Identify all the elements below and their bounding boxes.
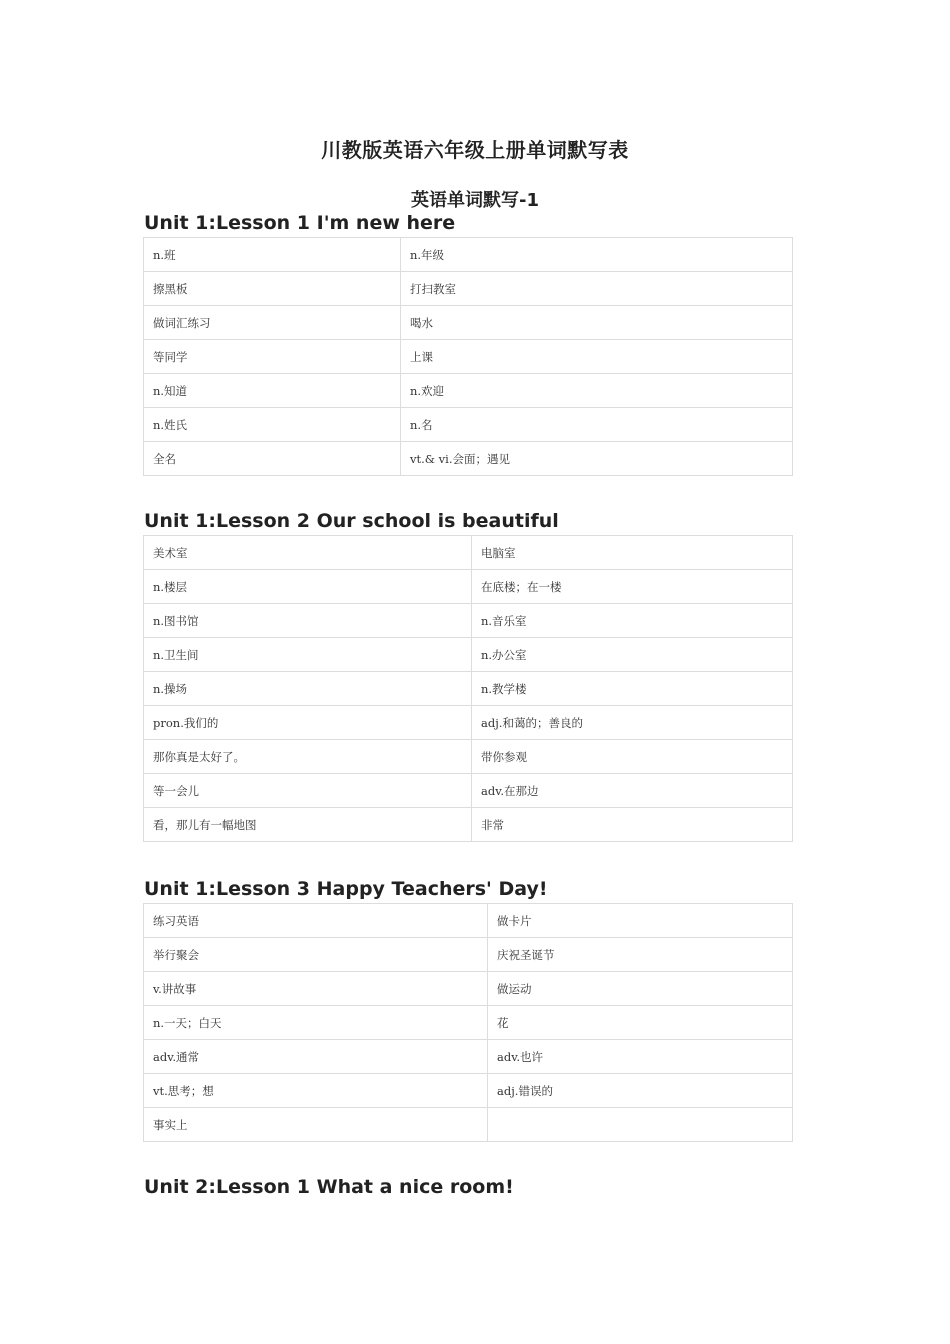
vocab-cell-left: n.姓氏 (144, 408, 401, 442)
vocab-table (143, 535, 793, 842)
vocab-cell-left: n.图书馆 (144, 604, 472, 638)
table-row (144, 306, 793, 340)
vocab-cell-left: n.一天；白天 (144, 1006, 488, 1040)
vocab-cell-right (488, 1108, 793, 1142)
vocab-table (143, 903, 793, 1142)
vocab-cell-left: 做词汇练习 (144, 306, 401, 340)
vocab-cell-right: 花 (488, 1006, 793, 1040)
table-row (144, 340, 793, 374)
table-row (144, 442, 793, 476)
table-row (144, 1108, 793, 1142)
vocab-cell-right: 电脑室 (472, 536, 793, 570)
vocab-cell-right: n.欢迎 (401, 374, 793, 408)
table-row (144, 272, 793, 306)
vocab-cell-right: n.教学楼 (472, 672, 793, 706)
vocab-cell-right: 非常 (472, 808, 793, 842)
vocab-cell-right: vt.& vi.会面；遇见 (401, 442, 793, 476)
vocab-cell-left: vt.思考；想 (144, 1074, 488, 1108)
section-heading: Unit 1:Lesson 3 Happy Teachers' Day! (144, 878, 548, 900)
table-row (144, 638, 793, 672)
vocab-cell-left: 举行聚会 (144, 938, 488, 972)
vocab-cell-right: n.音乐室 (472, 604, 793, 638)
table-row (144, 808, 793, 842)
vocab-cell-right: adv.在那边 (472, 774, 793, 808)
vocab-cell-left: adv.通常 (144, 1040, 488, 1074)
table-row (144, 1040, 793, 1074)
vocab-cell-left: 等一会儿 (144, 774, 472, 808)
table-row (144, 774, 793, 808)
vocab-cell-right: 带你参观 (472, 740, 793, 774)
vocab-cell-right: adj.和蔼的；善良的 (472, 706, 793, 740)
vocab-cell-right: 在底楼；在一楼 (472, 570, 793, 604)
vocab-cell-right: adv.也许 (488, 1040, 793, 1074)
vocab-cell-right: adj.错误的 (488, 1074, 793, 1108)
section-heading: Unit 1:Lesson 1 I'm new here (144, 212, 456, 234)
section-heading: Unit 2:Lesson 1 What a nice room! (144, 1176, 514, 1198)
table-row (144, 740, 793, 774)
table-row (144, 536, 793, 570)
vocab-cell-left: n.知道 (144, 374, 401, 408)
vocab-cell-left: 那你真是太好了。 (144, 740, 472, 774)
document-title: 川教版英语六年级上册单词默写表 (321, 138, 629, 162)
vocab-cell-left: n.操场 (144, 672, 472, 706)
vocab-cell-right: n.名 (401, 408, 793, 442)
vocab-cell-right: 喝水 (401, 306, 793, 340)
table-row (144, 972, 793, 1006)
vocab-cell-left: 练习英语 (144, 904, 488, 938)
table-row (144, 904, 793, 938)
table-row (144, 672, 793, 706)
vocab-cell-left: 看，那儿有一幅地图 (144, 808, 472, 842)
table-row (144, 706, 793, 740)
vocab-cell-right: n.年级 (401, 238, 793, 272)
vocab-cell-left: n.楼层 (144, 570, 472, 604)
vocab-cell-left: v.讲故事 (144, 972, 488, 1006)
table-row (144, 408, 793, 442)
vocab-cell-left: pron.我们的 (144, 706, 472, 740)
vocab-cell-left: 擦黑板 (144, 272, 401, 306)
table-row (144, 374, 793, 408)
table-row (144, 1074, 793, 1108)
vocab-cell-right: 庆祝圣诞节 (488, 938, 793, 972)
table-row (144, 570, 793, 604)
vocab-cell-right: n.办公室 (472, 638, 793, 672)
vocab-cell-left: n.班 (144, 238, 401, 272)
vocab-cell-left: 事实上 (144, 1108, 488, 1142)
table-row (144, 1006, 793, 1040)
table-row (144, 938, 793, 972)
document-subtitle: 英语单词默写-1 (411, 190, 539, 211)
vocab-cell-right: 上课 (401, 340, 793, 374)
vocab-cell-left: 美术室 (144, 536, 472, 570)
vocab-cell-left: 全名 (144, 442, 401, 476)
section-heading: Unit 1:Lesson 2 Our school is beautiful (144, 510, 559, 532)
table-row (144, 604, 793, 638)
vocab-cell-left: n.卫生间 (144, 638, 472, 672)
vocab-cell-right: 打扫教室 (401, 272, 793, 306)
vocab-cell-right: 做卡片 (488, 904, 793, 938)
vocab-cell-right: 做运动 (488, 972, 793, 1006)
vocab-cell-left: 等同学 (144, 340, 401, 374)
vocab-table (143, 237, 793, 476)
table-row (144, 238, 793, 272)
